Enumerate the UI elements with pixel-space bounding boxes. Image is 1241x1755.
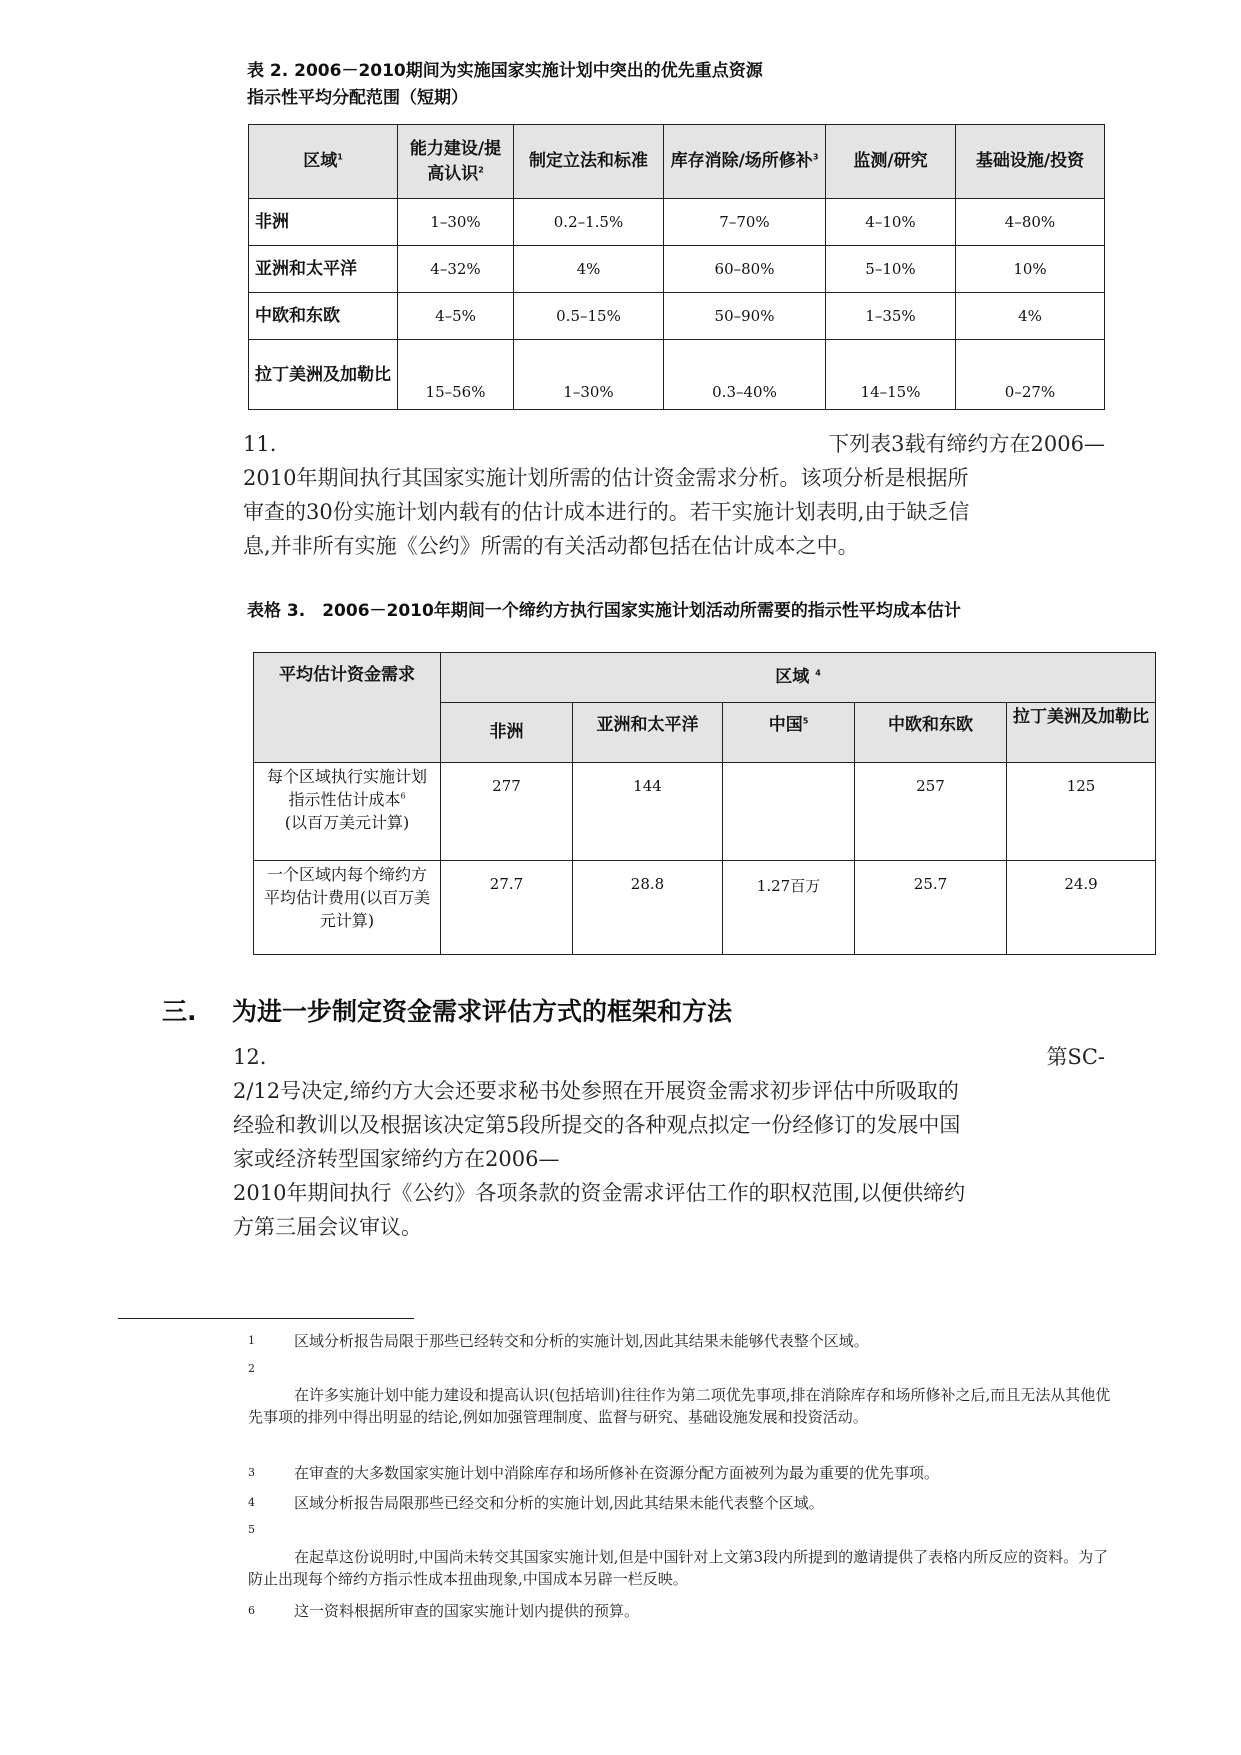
table2-value-cell: 1–35%	[826, 293, 956, 340]
table2-value-cell: 10%	[956, 246, 1105, 293]
table2-caption-line2: 指示性平均分配范围（短期）	[247, 88, 468, 108]
table-row	[249, 199, 1105, 246]
table3-value-cell: 24.9	[1007, 861, 1156, 955]
paragraph-12	[233, 1040, 1105, 1244]
table2-header-row	[249, 125, 1105, 199]
table3-value-cell: 27.7	[441, 861, 573, 955]
footnote-separator	[118, 1318, 414, 1319]
table3-corner-header: 平均估计资金需求	[254, 653, 441, 763]
table3-value-cell: 257	[855, 763, 1007, 861]
table2-value-cell: 4–32%	[398, 246, 514, 293]
paragraph-12-line: 2010年期间执行《公约》各项条款的资金需求评估工作的职权范围,以便供缔约	[233, 1181, 966, 1205]
paragraph-11	[243, 427, 1105, 563]
table2-value-cell: 15–56%	[398, 340, 514, 410]
footnote-text: 在审查的大多数国家实施计划中消除库存和场所修补在资源分配方面被列为最为重要的优先事项。	[294, 1464, 940, 1482]
paragraph-12-line: 12. 第SC-	[233, 1040, 1105, 1074]
footnote-text: 在起草这份说明时,中国尚未转交其国家实施计划,但是中国针对上文第3段内所提到的邀请提供了表格内所反应的资料。为了防止出现每个缔约方指示性成本扭曲现象,中国成本另辟一栏反映。	[248, 1548, 1109, 1588]
table3-col-central-eastern-europe: 中欧和东欧	[855, 703, 1007, 763]
table2-region-cell: 中欧和东欧	[249, 293, 398, 340]
table-row	[249, 340, 1105, 410]
footnote	[248, 1462, 1120, 1484]
table3-value-cell: 28.8	[573, 861, 723, 955]
section-title: 为进一步制定资金需求评估方式的框架和方法	[232, 997, 733, 1026]
table3-header-row	[254, 653, 1156, 703]
table3-col-asia-pacific: 亚洲和太平洋	[573, 703, 723, 763]
table2-value-cell: 60–80%	[664, 246, 826, 293]
table3-value-cell: 25.7	[855, 861, 1007, 955]
table2-header-capacity: 能力建设/提高认识$^2$	[398, 125, 514, 199]
table3-value-cell: 277	[441, 763, 573, 861]
table2-value-cell: 4%	[956, 293, 1105, 340]
table2-value-cell: 1–30%	[398, 199, 514, 246]
table2-value-cell: 4%	[514, 246, 664, 293]
footnote	[248, 1600, 1120, 1622]
table-row	[254, 861, 1156, 955]
table2-region-cell: 非洲	[249, 199, 398, 246]
table2-value-cell: 4–5%	[398, 293, 514, 340]
table3	[253, 652, 1156, 955]
table2-header-monitoring: 监测/研究	[826, 125, 956, 199]
table2-header-infrastructure: 基础设施/投资	[956, 125, 1105, 199]
footnote-text: 这一资料根据所审查的国家实施计划内提供的预算。	[294, 1602, 640, 1620]
footnote-text: 区域分析报告局限于那些已经转交和分析的实施计划,因此其结果未能够代表整个区域。	[294, 1332, 869, 1350]
table3-col-latin-america: 拉丁美洲及加勒比	[1007, 703, 1156, 763]
table2-value-cell: 0–27%	[956, 340, 1105, 410]
table2-header-stockpile: 库存消除/场所修补$^3$	[664, 125, 826, 199]
table3-col-china: 中国$^5$	[723, 703, 855, 763]
paragraph-11-line: 审查的30份实施计划内载有的估计成本进行的。若干实施计划表明,由于缺乏信	[243, 500, 970, 524]
footnote	[248, 1492, 1120, 1514]
table2-caption-line1: 表 2. 2006－2010期间为实施国家实施计划中突出的优先重点资源	[247, 61, 763, 81]
footnote-mark: 6	[248, 1604, 255, 1617]
table3-value-cell: 144	[573, 763, 723, 861]
paragraph-12-line: 经验和教训以及根据该决定第5段所提交的各种观点拟定一份经修订的发展中国	[233, 1113, 961, 1137]
table2-value-cell: 7–70%	[664, 199, 826, 246]
footnote-mark: 4	[248, 1496, 255, 1509]
table3-caption: 表格 3. 2006－2010年期间一个缔约方执行国家实施计划活动所需要的指示性平均成本估计	[247, 601, 961, 621]
table2-value-cell: 4–10%	[826, 199, 956, 246]
footnote-text: 在许多实施计划中能力建设和提高认识(包括培训)往往作为第二项优先事项,排在消除库存和场所修补之后,而且无法从其他优先事项的排列中得出明显的结论,例如加强管理制度、监督与研究、基础设施发展和投资活动。	[248, 1386, 1111, 1426]
paragraph-11-line: 11. 下列表3载有缔约方在2006—	[243, 427, 1105, 461]
table2-value-cell: 50–90%	[664, 293, 826, 340]
table2-value-cell: 1–30%	[514, 340, 664, 410]
table2	[248, 124, 1105, 410]
table2-header-legislation: 制定立法和标准	[514, 125, 664, 199]
table3-value-cell: 1.27百万	[723, 861, 855, 955]
table2-value-cell: 0.2–1.5%	[514, 199, 664, 246]
paragraph-12-line: 家或经济转型国家缔约方在2006—	[233, 1147, 560, 1171]
footnote-mark: 1	[248, 1334, 255, 1347]
paragraph-11-line: 2010年期间执行其国家实施计划所需的估计资金需求分析。该项分析是根据所	[243, 466, 969, 490]
table2-value-cell: 4–80%	[956, 199, 1105, 246]
table2-caption	[247, 58, 763, 112]
table2-region-cell: 亚洲和太平洋	[249, 246, 398, 293]
table3-row-label: 一个区域内每个缔约方平均估计费用(以百万美元计算)	[254, 861, 441, 955]
table-row	[249, 293, 1105, 340]
table2-value-cell: 0.3–40%	[664, 340, 826, 410]
paragraph-number: 12.	[233, 1045, 267, 1069]
footnote	[248, 1330, 1120, 1352]
table-row	[249, 246, 1105, 293]
table2-value-cell: 5–10%	[826, 246, 956, 293]
section-number: 三.	[162, 997, 197, 1026]
table3-col-africa: 非洲	[441, 703, 573, 763]
paragraph-12-line: 方第三届会议审议。	[233, 1215, 422, 1239]
table-row	[254, 763, 1156, 861]
table3-value-cell	[723, 763, 855, 861]
paragraph-12-line: 2/12号决定,缔约方大会还要求秘书处参照在开展资金需求初步评估中所吸取的	[233, 1079, 959, 1103]
table2-header-region: 区域$^1$	[249, 125, 398, 199]
table2-value-cell: 14–15%	[826, 340, 956, 410]
paragraph-number: 11.	[243, 432, 277, 456]
table3-row-label: 每个区域执行实施计划指示性估计成本$^6$ (以百万美元计算)	[254, 763, 441, 861]
table2-value-cell: 0.5–15%	[514, 293, 664, 340]
table3-value-cell: 125	[1007, 763, 1156, 861]
footnote-mark: 3	[248, 1466, 255, 1479]
footnote-text: 区域分析报告局限那些已经交和分析的实施计划,因此其结果未能代表整个区域。	[294, 1494, 824, 1512]
paragraph-11-line: 息,并非所有实施《公约》所需的有关活动都包括在估计成本之中。	[243, 534, 859, 558]
table3-group-header: 区域 $^4$	[441, 653, 1156, 703]
table2-region-cell: 拉丁美洲及加勒比	[249, 340, 398, 410]
